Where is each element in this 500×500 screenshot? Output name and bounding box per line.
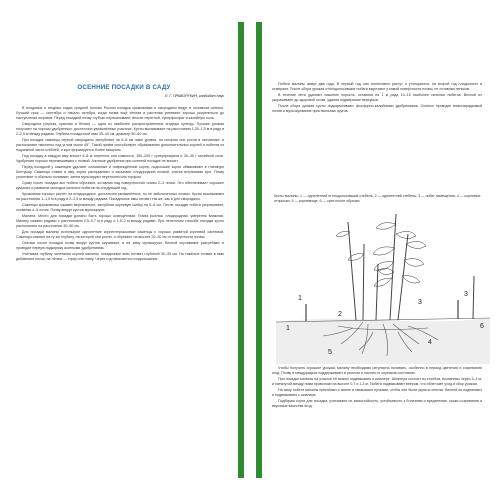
label-3: 3 xyxy=(418,299,422,306)
label-4: 4 xyxy=(428,339,432,346)
paragraph: После сбора урожая кусты подкармливают фосфорно-калийными удобрениями. Осенью проводят влагозарядковый полив и мульчирование приствольных кругов. xyxy=(272,104,482,113)
label-8: 6 xyxy=(480,323,484,330)
figure-caption: Кусты малины: 1 — однолетний отплодоносивший стебель; 2 — однолетний стебель; 3 — побег замещения; 4 — корневые отпрыски; 5 — корневище; 6 — срез после обрезки. xyxy=(274,194,481,203)
paragraph: Крыжовник хорошо растёт на плодородных, достаточно увлажнённых, но не заболоченных почвах. Кусты высаживают на расстоянии 1–1,5 м в ряду и 2–2,5 м между рядами. Посадочные ямы готовят так же, как и для смородины. xyxy=(16,191,224,201)
right-bottom-body xyxy=(272,366,482,410)
label-5: 5 xyxy=(328,349,332,356)
label-7: 3 xyxy=(464,291,468,298)
paragraph: При посадке малины на участке её можно подвязывать к шпалере. Шпалера состоит из столбов, вкопанных через 3–4 м, и натянутой между ними проволоки на высоте 0,7 и 1,2 м. Побеги подвязывают веером, что облегчает уход и сбор урожая. xyxy=(272,377,482,386)
paragraph: При посадке саженцы черной смородины заглубляют на 6–8 см ниже уровня, на котором они росли в питомнике, и располагают наклонно под углом около 45°. Такой приём способствует образованию дополнительных корней и побегов из подземной части стеблей, и куст формируется более мощным. xyxy=(16,137,224,152)
cane-5 xyxy=(376,264,378,320)
article-title: ОСЕННИЕ ПОСАДКИ В САДУ xyxy=(77,84,171,91)
soil-shape xyxy=(276,318,490,364)
raspberry-illustration xyxy=(268,204,496,364)
paragraph: Смородина (черная, красная и белая) — одна из наиболее распространённых ягодных культур. Лучшие урожаи получают на хорошо удобренных, достаточно увлажнённых участках. Кусты высаживают на расстоянии 1,25–1,5 м в ряду и 2–2,5 м между рядами. Глубина посадочной ямы 35–40 см, диаметр 50–60 см. xyxy=(16,121,224,136)
paragraph: Для посадки малины используют однолетние корнеотпрысковые саженцы с хорошо развитой корневой системой. Саженцы сажают на ту же глубину, на которой они росли, и обрезают на высоте 20–30 см от поверхности почвы. xyxy=(16,229,224,239)
paragraph: Чтобы получить хорошие урожаи, малину необходимо регулярно поливать, особенно в период цветения и созревания ягод. Почву в междурядьях поддерживают в рыхлом и чистом от сорняков состоянии. xyxy=(272,366,482,375)
raspberry-figure xyxy=(268,204,496,364)
cane-3 xyxy=(390,214,396,320)
paragraph: Саженцы крыжовника сажают вертикально, заглубляя корневую шейку на 5–6 см. После посадки побеги укорачивают, оставляя 4–5 почек. Почву вокруг кустов мульчируют. xyxy=(16,202,224,212)
paragraph: В течение лета удаляют лишнюю поросль, оставляя на 1 м ряда 10–15 наиболее сильных побегов. Весной их укорачивают до здоровой почки, удаляя подмёрзшие верхушки. xyxy=(272,93,482,102)
article-author: Л. Г. ПРАВОРУКИН, кандидат наук xyxy=(164,94,224,98)
paragraph: На зиму побеги малины пригибают к земле и связывают пучками, чтобы они были укрыты снегом. Весной их поднимают и подвязывают к шпалере. xyxy=(272,388,482,397)
label-6: 1 xyxy=(286,325,290,332)
leaf-group xyxy=(336,223,426,287)
paragraph: Малина. Место для посадки должно быть хорошо освещённым. Почва рыхлая, плодородная, умеренно влажная. Малину сажают рядами с расстоянием 0,5–0,7 м в ряду и 1,5–2 м между рядами. При ленточном способе посадки кусты располагают на расстоянии 30–50 см. xyxy=(16,214,224,228)
paragraph: Подбирая сорта для посадки, учитывают их зимостойкость, устойчивость к болезням и вредителям, сроки созревания и вкусовые качества ягод. xyxy=(272,399,482,409)
label-2: 2 xyxy=(338,311,342,318)
left-body xyxy=(16,106,224,263)
paragraph: Побеги малины живут два года. В первый год они интенсивно растут и утолщаются, на второй год плодоносят и отмирают. После сбора урожая отплодоносившие побеги вырезают у самой поверхности почвы, не оставляя пеньков. xyxy=(272,82,482,91)
paragraph: Учитывая глубину залегания корней малины, посадочные ямы готовят глубиной 30–35 см. На тяжёлых почвах в ямы добавляют песок, на лёгких — торф или глину. Через год начинается плодоношение. xyxy=(16,252,224,261)
paragraph: Перед посадкой у саженцев удаляют сломанные и повреждённые корни, подсохшие корни обмакивают в глиняную болтушку. Саженцы ставят в яму, корни расправляют и засыпают плодородной почвой, слегка встряхивая куст. Почву уплотняют и обильно поливают, затем мульчируют перегноем или торфом. xyxy=(16,164,224,179)
cane-1 xyxy=(348,222,356,320)
left-page xyxy=(4,22,244,478)
label-1: 1 xyxy=(298,295,302,302)
paragraph: Под посадку в каждую яму вносят 6–8 кг перегноя или компоста, 150–200 г суперфосфата и 30–40 г калийной соли. Удобрения хорошо перемешивают с почвой. Азотные удобрения при осенней посадке не вносят. xyxy=(16,153,224,163)
cane-far-right xyxy=(473,276,474,319)
paragraph: Сразу после посадки все побеги обрезают, оставляя над поверхностью почвы 2–3 почки. Это обеспечивает хорошее кущение и развитие молодых сильных побегов на следующий год. xyxy=(16,180,224,190)
right-page xyxy=(256,22,496,478)
right-top-body xyxy=(272,82,482,115)
paragraph: Осенью после посадки почву вокруг кустов окучивают, а на зиму мульчируют. Весной окучивание разгребают и проводят первую подкормку азотными удобрениями. xyxy=(16,241,224,250)
paragraph: В плодовых и ягодных садах средней полосы России посадки крыжовника и смородины ведут в основном осенью. Лучший срок — сентябрь и начало октября, когда почва ещё тёплая и растения успевают хорошо укорениться до наступления морозов. Перед посадкой почву глубоко перекапывают, вносят перегной, суперфосфат и калийную соль. xyxy=(16,106,224,120)
